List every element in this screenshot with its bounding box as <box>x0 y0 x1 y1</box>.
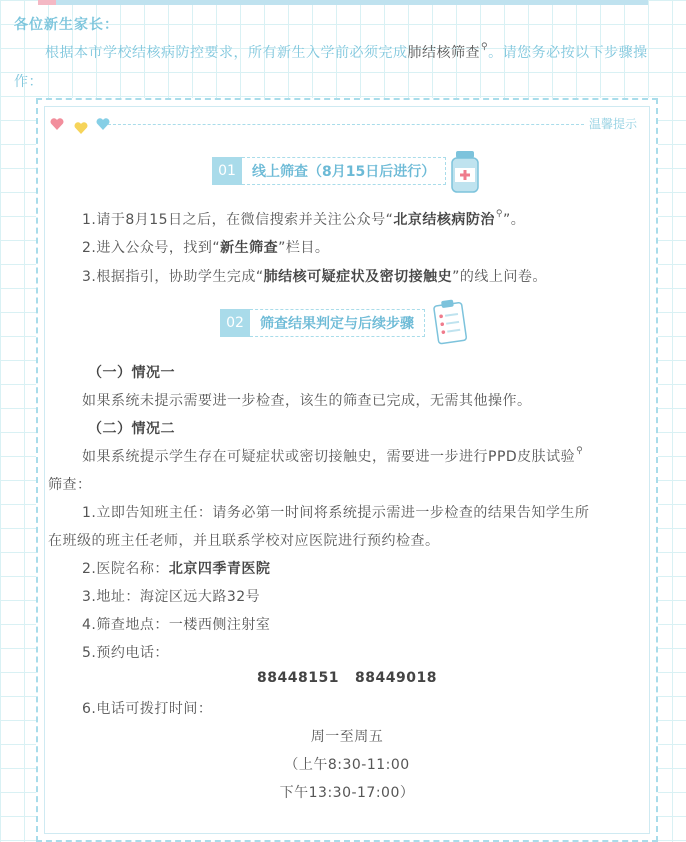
search-icon[interactable]: ⚲ <box>576 446 584 456</box>
clipboard-icon <box>432 298 470 346</box>
case-1-heading: （一）情况一 <box>88 365 175 381</box>
hours-am: （上午8:30-11:00 <box>284 757 410 773</box>
tip-label: 温馨提示 <box>589 117 638 131</box>
step-2: 2.进入公众号，找到“新生筛查”栏目。 <box>82 240 330 256</box>
case-2-text-line1: 如果系统提示学生存在可疑症状或密切接触史，需要进一步进行PPD皮肤试验⚲ <box>82 446 584 465</box>
notice-card <box>36 98 658 842</box>
heart-icon <box>74 122 88 134</box>
step-1: 1.请于8月15日之后，在微信搜索并关注公众号“北京结核病防治⚲”。 <box>82 209 526 228</box>
section-title: 线上筛查（8月15日后进行） <box>242 157 446 185</box>
intro-keyword-link[interactable]: 肺结核筛查 <box>407 45 480 61</box>
decor-dashed-line <box>108 124 584 125</box>
hospital-name: 北京四季青医院 <box>168 561 271 577</box>
top-decor-accent <box>38 0 56 5</box>
intro-text-before: 根据本市学校结核病防控要求，所有新生入学前必须完成 <box>45 45 408 61</box>
step-3: 3.根据指引，协助学生完成“肺结核可疑症状及密切接触史”的线上问卷。 <box>82 269 547 285</box>
hours-days: 周一至周五 <box>310 729 384 745</box>
phone-label: 5.预约电话： <box>82 645 169 661</box>
official-account-name[interactable]: 北京结核病防治 <box>393 212 495 228</box>
address-line: 3.地址：海淀区远大路32号 <box>82 589 261 605</box>
hours-label: 6.电话可拨打时间： <box>82 701 213 717</box>
section-header-1 <box>212 157 446 185</box>
search-icon[interactable]: ⚲ <box>481 42 489 52</box>
section-number: 01 <box>212 157 242 185</box>
section-number: 02 <box>220 309 250 337</box>
item-1-line2: 在班级的班主任老师，并且联系学校对应医院进行预约检查。 <box>48 533 440 549</box>
case-2-text-line2: 筛查： <box>48 477 92 493</box>
item-1-line1: 1.立即告知班主任：请务必第一时间将系统提示需进一步检查的结果告知学生所 <box>82 505 590 521</box>
intro-text-after: 。请您务必按以下步骤操作： <box>14 45 648 90</box>
hours-pm: 下午13:30-17:00） <box>279 785 415 801</box>
medicine-bottle-icon <box>449 150 481 194</box>
section-title: 筛查结果判定与后续步骤 <box>250 309 425 337</box>
case-1-text: 如果系统未提示需要进一步检查，该生的筛查已完成，无需其他操作。 <box>82 393 532 409</box>
section-header-2 <box>220 309 425 337</box>
case-2-heading: （二）情况二 <box>88 421 175 437</box>
search-icon[interactable]: ⚲ <box>495 209 503 219</box>
heart-icon <box>50 118 64 130</box>
intro-paragraph <box>14 40 670 96</box>
location-line: 4.筛查地点：一楼西侧注射室 <box>82 617 271 633</box>
greeting: 各位新生家长： <box>14 17 119 33</box>
phone-numbers[interactable]: 88448151 88449018 <box>257 670 437 686</box>
top-decor-bar <box>38 0 648 5</box>
hospital-line: 2.医院名称：北京四季青医院 <box>82 561 271 577</box>
